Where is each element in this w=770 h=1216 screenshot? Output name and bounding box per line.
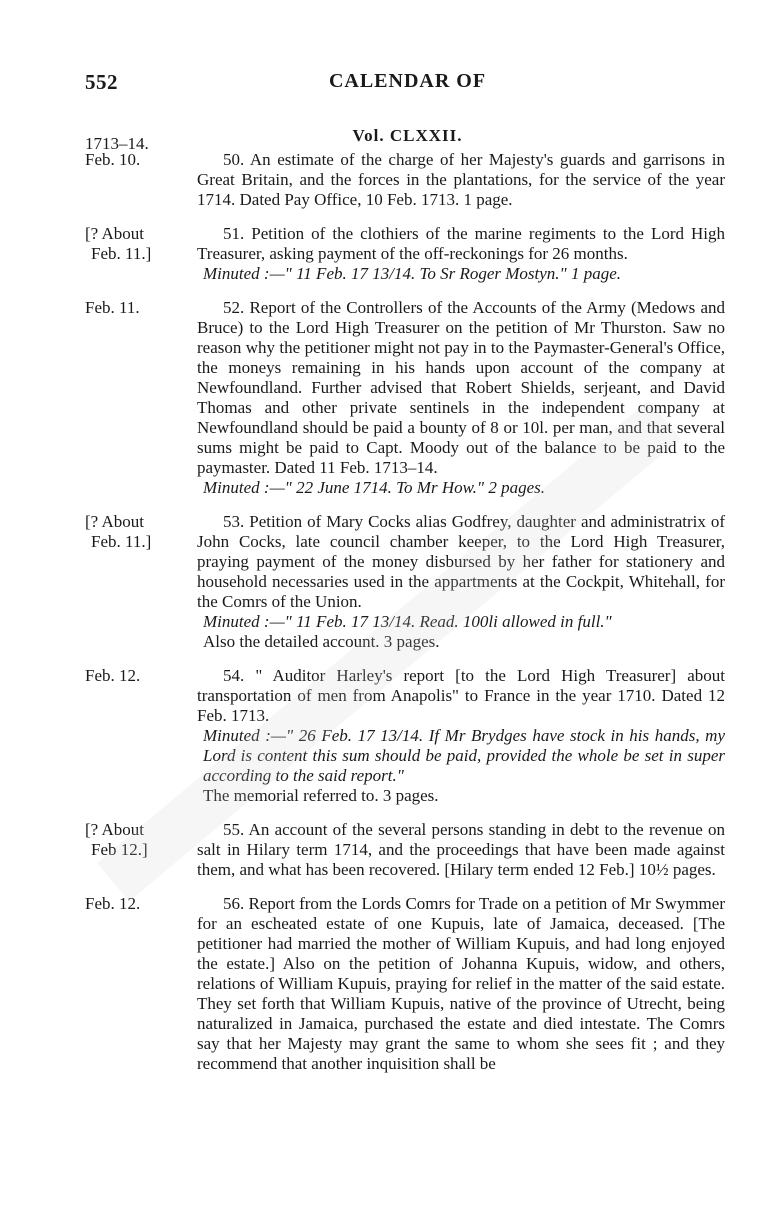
- entry-date-line: Feb. 12.: [85, 894, 141, 913]
- entry-date: [85, 298, 197, 498]
- entry-minute: Minuted :—" 26 Feb. 17 13/14. If Mr Brydges have stock in his hands, my Lord is content this sum should be paid, provided the whole be set in super according to the said report.": [203, 726, 725, 785]
- entry-date: [85, 820, 197, 880]
- volume-row: [85, 126, 730, 153]
- entry-date-line: Feb. 10.: [85, 150, 141, 169]
- entry-minute: Minuted :—" 22 June 1714. To Mr How." 2 pages.: [203, 478, 545, 497]
- entry-date-line: Feb 12.]: [91, 840, 148, 859]
- entry-text: 56. Report from the Lords Comrs for Trade on a petition of Mr Swymmer for an escheated estate of one Kupuis, late of Jamaica, deceased. [The petitioner had married the mother of William Kupuis, and had long enjoyed the estate.] Also on the petition of Johanna Kupuis, widow, and others, relations of William Kupuis, praying for relief in the matter of the said estate. They set forth that William Kupuis, native of the province of Utrecht, being naturalized in Jamaica, purchased the estate and died intestate. The Comrs say that her Majesty may grant the same to whom she sees fit ; and they recommend that another inquisition shall be: [197, 894, 725, 1073]
- entry-date-line: Feb. 11.]: [91, 532, 152, 551]
- entry-date-line: Feb. 11.]: [91, 244, 152, 263]
- entry-55: [85, 820, 725, 880]
- entry-minute: Minuted :—" 11 Feb. 17 13/14. Read. 100li allowed in full.": [203, 612, 612, 631]
- entry-54: [85, 666, 725, 806]
- year-range: 1713–14.: [85, 134, 149, 153]
- entry-body: [197, 512, 725, 652]
- entry-body: [197, 894, 725, 1074]
- entry-text: 50. An estimate of the charge of her Majesty's guards and garrisons in Great Britain, and the forces in the plantations, for the service of the year 1714. Dated Pay Office, 10 Feb. 1713. 1 page.: [197, 150, 725, 209]
- entry-note: The memorial referred to. 3 pages.: [203, 786, 439, 805]
- entry-date: [85, 512, 197, 652]
- page-number: 552: [85, 70, 118, 94]
- entry-text: 51. Petition of the clothiers of the marine regiments to the Lord High Treasurer, asking payment of the off-reckonings for 26 months.: [197, 224, 725, 263]
- entry-date-line: Feb. 11.: [85, 298, 140, 317]
- entry-body: [197, 820, 725, 880]
- entry-body: [197, 150, 725, 210]
- entry-53: [85, 512, 725, 652]
- entry-text: 53. Petition of Mary Cocks alias Godfrey, daughter and administratrix of John Cocks, late council chamber keeper, to the Lord High Treasurer, praying payment of the money disbursed by her father for stationery and household necessaries used in the appartments at the Cockpit, Whitehall, for the Comrs of the Union.: [197, 512, 725, 611]
- entry-note: Also the detailed account. 3 pages.: [203, 632, 440, 651]
- entry-minute: Minuted :—" 11 Feb. 17 13/14. To Sr Roger Mostyn." 1 page.: [203, 264, 621, 283]
- entry-date-line: [? About: [85, 512, 145, 531]
- volume-title: Vol. CLXXII.: [352, 126, 463, 145]
- entry-56: [85, 894, 725, 1074]
- entry-body: [197, 224, 725, 284]
- entry-text: 52. Report of the Controllers of the Accounts of the Army (Medows and Bruce) to the Lord High Treasurer on the petition of Mr Thurston. Saw no reason why the petitioner might not pay in to the Paymaster-General's Office, the moneys remaining in his hands upon account of the company at Newfoundland. Further advised that Robert Shields, serjeant, and David Thomas and other private sentinels in the independent company at Newfoundland should be paid a bounty of 8 or 10l. per man, and that several sums might be paid to Capt. Moody out of the balance to be paid to the paymaster. Dated 11 Feb. 1713–14.: [197, 298, 725, 477]
- entries-list: [85, 150, 725, 1088]
- entry-text: 55. An account of the several persons standing in debt to the revenue on salt in Hilary term 1714, and the proceedings that have been made against them, and what has been recovered. [Hilary term ended 12 Feb.] 10½ pages.: [197, 820, 725, 879]
- entry-50: [85, 150, 725, 210]
- entry-body: [197, 298, 725, 498]
- entry-date-line: [? About: [85, 224, 145, 243]
- entry-date: [85, 150, 197, 210]
- entry-date-line: [? About: [85, 820, 145, 839]
- entry-51: [85, 224, 725, 284]
- entry-date: [85, 224, 197, 284]
- entry-52: [85, 298, 725, 498]
- running-head: CALENDAR OF: [328, 70, 487, 92]
- page-header: [85, 70, 730, 100]
- entry-body: [197, 666, 725, 806]
- entry-date: [85, 666, 197, 806]
- entry-date-line: Feb. 12.: [85, 666, 141, 685]
- entry-date: [85, 894, 197, 1074]
- entry-text: 54. " Auditor Harley's report [to the Lord High Treasurer] about transportation of men from Anapolis" to France in the year 1710. Dated 12 Feb. 1713.: [197, 666, 725, 725]
